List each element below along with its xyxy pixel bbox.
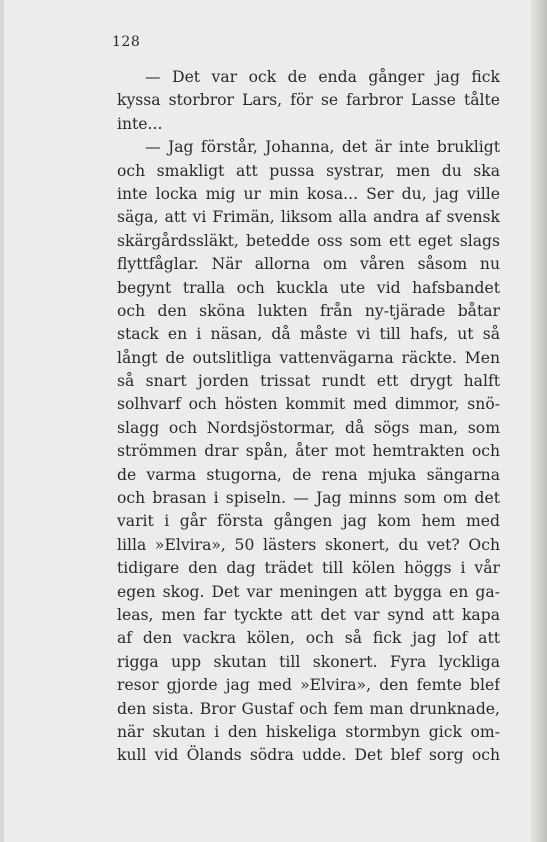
text-line: skärgårdssläkt, betedde oss som ett eget slags	[117, 231, 500, 250]
text-line: — Jag förstår, Johanna, det är inte brukligt	[145, 138, 500, 157]
text-line: varit i går första gången jag kom hem med	[117, 512, 500, 531]
text-line: rigga upp skutan till skonert. Fyra lyckliga	[117, 652, 500, 671]
text-line: kyssa storbror Lars, för se farbror Lasse tålte	[117, 91, 500, 110]
body-text	[117, 66, 500, 768]
text-line: solhvarf och hösten kommit med dimmor, snö-	[117, 395, 500, 414]
text-line: den sista. Bror Gustaf och fem man drunknade,	[117, 699, 500, 718]
text-line: slagg och Nordsjöstormar, då sögs man, som	[117, 418, 500, 437]
text-line: och smakligt att pussa systrar, men du ska	[117, 161, 500, 180]
text-line: resor gjorde jag med »Elvira», den femte blef	[117, 676, 500, 695]
text-line: leas, men far tyckte att det var synd att kapa	[117, 605, 500, 624]
text-line: inte...	[117, 114, 163, 133]
text-line: kull vid Ölands södra udde. Det blef sorg och	[117, 746, 500, 765]
text-line: och den sköna lukten från ny-tjärade båtar	[117, 301, 500, 320]
text-line: stack en i näsan, då måste vi till hafs, ut så	[117, 325, 500, 344]
page-number: 128	[112, 34, 141, 50]
text-line: — Det var ock de enda gånger jag fick	[145, 68, 500, 86]
text-line: begynt tralla och kuckla ute vid hafsbandet	[117, 278, 500, 297]
text-line: strömmen drar spån, åter mot hemtrakten och	[117, 442, 500, 461]
text-line: så snart jorden trissat rundt ett drygt halft	[117, 372, 500, 391]
text-line: flyttfåglar. När allorna om våren såsom nu	[117, 255, 500, 274]
text-line: de varma stugorna, de rena mjuka sängarna	[117, 465, 500, 484]
page-left-edge	[0, 0, 4, 842]
text-line: lilla »Elvira», 50 lästers skonert, du vet? Och	[117, 535, 500, 554]
text-line: säga, att vi Frimän, liksom alla andra af svensk	[117, 208, 500, 227]
text-line: och brasan i spiseln. — Jag minns som om det	[117, 489, 500, 508]
text-line: egen skog. Det var meningen att bygga en ga-	[117, 582, 500, 601]
text-line: långt de outslitliga vattenvägarna räckte. Men	[117, 348, 500, 367]
text-line: inte locka mig ur min kosa... Ser du, jag ville	[117, 184, 500, 203]
text-line: tidigare den dag trädet till kölen höggs i vår	[117, 559, 500, 578]
page-right-edge	[531, 0, 547, 842]
text-line: när skutan i den hiskeliga stormbyn gick om-	[117, 722, 500, 741]
text-line: af den vackra kölen, och så fick jag lof att	[117, 629, 500, 648]
